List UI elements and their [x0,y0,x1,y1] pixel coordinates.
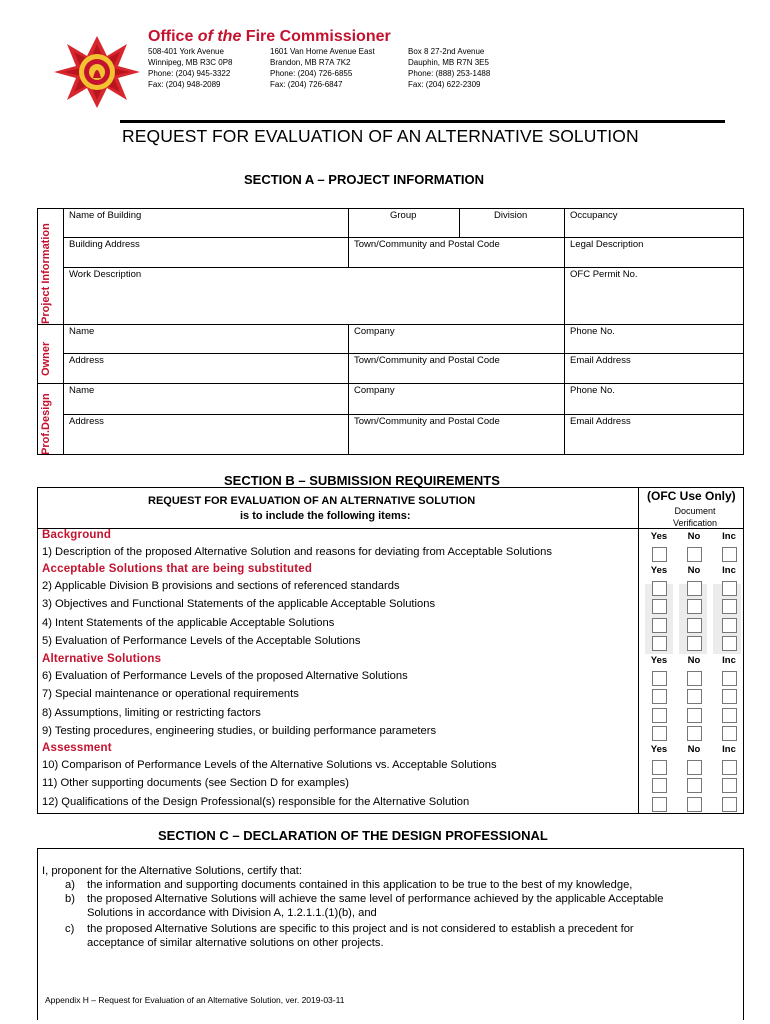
checkbox-no[interactable] [687,689,702,704]
prof-design-label: Prof.Design [40,393,52,455]
designer-name-field[interactable]: Name [69,385,95,396]
legal-description-field[interactable]: Legal Description [570,239,644,250]
checkbox-no[interactable] [687,726,702,741]
requirement-item: 5) Evaluation of Performance Levels of the Acceptable Solutions [42,635,361,647]
category-background: Background [42,529,112,541]
col-yes-header: Yes [650,655,668,666]
section-b-heading-line2: is to include the following items: [240,510,411,522]
division-field[interactable]: Division [494,210,528,221]
ofc-permit-field[interactable]: OFC Permit No. [570,269,638,280]
checkbox-no[interactable] [687,778,702,793]
category-alternative-solutions: Alternative Solutions [42,653,162,665]
checkbox-yes[interactable] [652,581,667,596]
brandon-address: 1601 Van Horne Avenue East Brandon, MB R7A 7K2 Phone: (204) 726-6855 Fax: (204) 726-6847 [270,47,375,89]
declaration-a-marker: a) [65,879,75,891]
requirement-item: 8) Assumptions, limiting or restricting factors [42,707,261,719]
designer-email-field[interactable]: Email Address [570,416,631,427]
col-yes-header: Yes [650,744,668,755]
winnipeg-address: 508-401 York Avenue Winnipeg, MB R3C 0P8 Phone: (204) 945-3322 Fax: (204) 948-2089 [148,47,233,89]
dauphin-address: Box 8 27-2nd Avenue Dauphin, MB R7N 3E5 Phone: (888) 253-1488 Fax: (204) 622-2309 [408,47,491,89]
declaration-b-marker: b) [65,893,75,905]
requirement-item: 11) Other supporting documents (see Section D for examples) [42,777,349,789]
col-inc-header: Inc [722,531,736,542]
owner-phone-field[interactable]: Phone No. [570,326,615,337]
requirement-item: 4) Intent Statements of the applicable Acceptable Solutions [42,617,335,629]
requirement-item: 10) Comparison of Performance Levels of the Alternative Solutions vs. Acceptable Solutions [42,759,497,771]
checkbox-no[interactable] [687,599,702,614]
col-no-header: No [687,565,701,576]
checkbox-inc[interactable] [722,708,737,723]
requirement-item: 3) Objectives and Functional Statements of the applicable Acceptable Solutions [42,598,436,610]
group-field[interactable]: Group [390,210,417,221]
checkbox-no[interactable] [687,760,702,775]
declaration-b-line2: Solutions in accordance with Division A, 1.2.1.1.(1)(b), and [87,907,377,919]
requirement-item: 2) Applicable Division B provisions and sections of referenced standards [42,580,400,592]
office-title: Office of the Fire Commissioner [148,28,391,45]
checkbox-no[interactable] [687,797,702,812]
checkbox-inc[interactable] [722,726,737,741]
designer-phone-field[interactable]: Phone No. [570,385,615,396]
owner-name-field[interactable]: Name [69,326,95,337]
checkbox-inc[interactable] [722,581,737,596]
requirement-item: 12) Qualifications of the Design Professional(s) responsible for the Alternative Solution [42,796,470,808]
owner-label: Owner [40,341,52,376]
col-no-header: No [687,744,701,755]
checkbox-inc[interactable] [722,636,737,651]
checkbox-no[interactable] [687,636,702,651]
document-verification-label: Document Verification [672,506,718,528]
requirement-item: 7) Special maintenance or operational requirements [42,688,299,700]
checkbox-yes[interactable] [652,671,667,686]
checkbox-inc[interactable] [722,778,737,793]
section-c-title: SECTION C – DECLARATION OF THE DESIGN PROFESSIONAL [158,828,548,843]
col-inc-header: Inc [722,655,736,666]
checkbox-no[interactable] [687,618,702,633]
declaration-c-marker: c) [65,923,75,935]
section-a-title: SECTION A – PROJECT INFORMATION [244,172,485,187]
checkbox-yes[interactable] [652,547,667,562]
col-no-header: No [687,655,701,666]
declaration-b-line1: the proposed Alternative Solutions will achieve the same level of performance achieved by the applicable Acceptable [87,893,664,905]
designer-address-field[interactable]: Address [69,416,104,427]
owner-email-field[interactable]: Email Address [570,355,631,366]
document-title: REQUEST FOR EVALUATION OF AN ALTERNATIVE SOLUTION [122,126,639,146]
checkbox-yes[interactable] [652,708,667,723]
checkbox-yes[interactable] [652,797,667,812]
checkbox-inc[interactable] [722,797,737,812]
owner-address-field[interactable]: Address [69,355,104,366]
col-inc-header: Inc [722,565,736,576]
category-assessment: Assessment [42,742,112,754]
building-address-field[interactable]: Building Address [69,239,140,250]
checkbox-no[interactable] [687,671,702,686]
designer-town-postal-field[interactable]: Town/Community and Postal Code [354,416,500,427]
checkbox-inc[interactable] [722,618,737,633]
checkbox-inc[interactable] [722,599,737,614]
ofc-use-only-label: (OFC Use Only) [647,489,736,503]
checkbox-inc[interactable] [722,760,737,775]
checkbox-inc[interactable] [722,689,737,704]
footer: Appendix H – Request for Evaluation of an Alternative Solution, ver. 2019-03-11 [45,995,345,1005]
checkbox-no[interactable] [687,708,702,723]
header-rule [120,120,725,123]
designer-company-field[interactable]: Company [354,385,395,396]
requirement-item: 6) Evaluation of Performance Levels of the proposed Alternative Solutions [42,670,408,682]
owner-town-postal-field[interactable]: Town/Community and Postal Code [354,355,500,366]
section-b-title: SECTION B – SUBMISSION REQUIREMENTS [224,473,500,488]
checkbox-yes[interactable] [652,689,667,704]
category-acceptable-solutions: Acceptable Solutions that are being substituted [42,563,313,575]
name-of-building-field[interactable]: Name of Building [69,210,142,221]
declaration-c-line2: acceptance of similar alternative solutions on other projects. [87,937,384,949]
checkbox-yes[interactable] [652,778,667,793]
checkbox-no[interactable] [687,581,702,596]
checkbox-no[interactable] [687,547,702,562]
requirement-item: 9) Testing procedures, engineering studies, or building performance parameters [42,725,437,737]
declaration-c-line1: the proposed Alternative Solutions are specific to this project and is not considered to establish a precedent for [87,923,634,935]
col-inc-header: Inc [722,744,736,755]
col-no-header: No [687,531,701,542]
col-yes-header: Yes [650,531,668,542]
project-information-label: Project Information [40,223,52,324]
occupancy-field[interactable]: Occupancy [570,210,618,221]
work-description-field[interactable]: Work Description [69,269,142,280]
checkbox-yes[interactable] [652,618,667,633]
checkbox-yes[interactable] [652,636,667,651]
declaration-a: the information and supporting documents contained in this application to be true to the best of my knowledge, [87,879,633,891]
checkbox-yes[interactable] [652,760,667,775]
section-b-heading-line1: REQUEST FOR EVALUATION OF AN ALTERNATIVE SOLUTION [148,495,476,507]
fire-commissioner-logo [52,34,142,110]
checkbox-inc[interactable] [722,671,737,686]
project-town-postal-field[interactable]: Town/Community and Postal Code [354,239,500,250]
checkbox-inc[interactable] [722,547,737,562]
requirement-item: 1) Description of the proposed Alternative Solution and reasons for deviating from Acceptable Solutions [42,546,552,558]
owner-company-field[interactable]: Company [354,326,395,337]
checkbox-yes[interactable] [652,726,667,741]
col-yes-header: Yes [650,565,668,576]
checkbox-yes[interactable] [652,599,667,614]
declaration-intro: I, proponent for the Alternative Solutions, certify that: [42,865,302,877]
